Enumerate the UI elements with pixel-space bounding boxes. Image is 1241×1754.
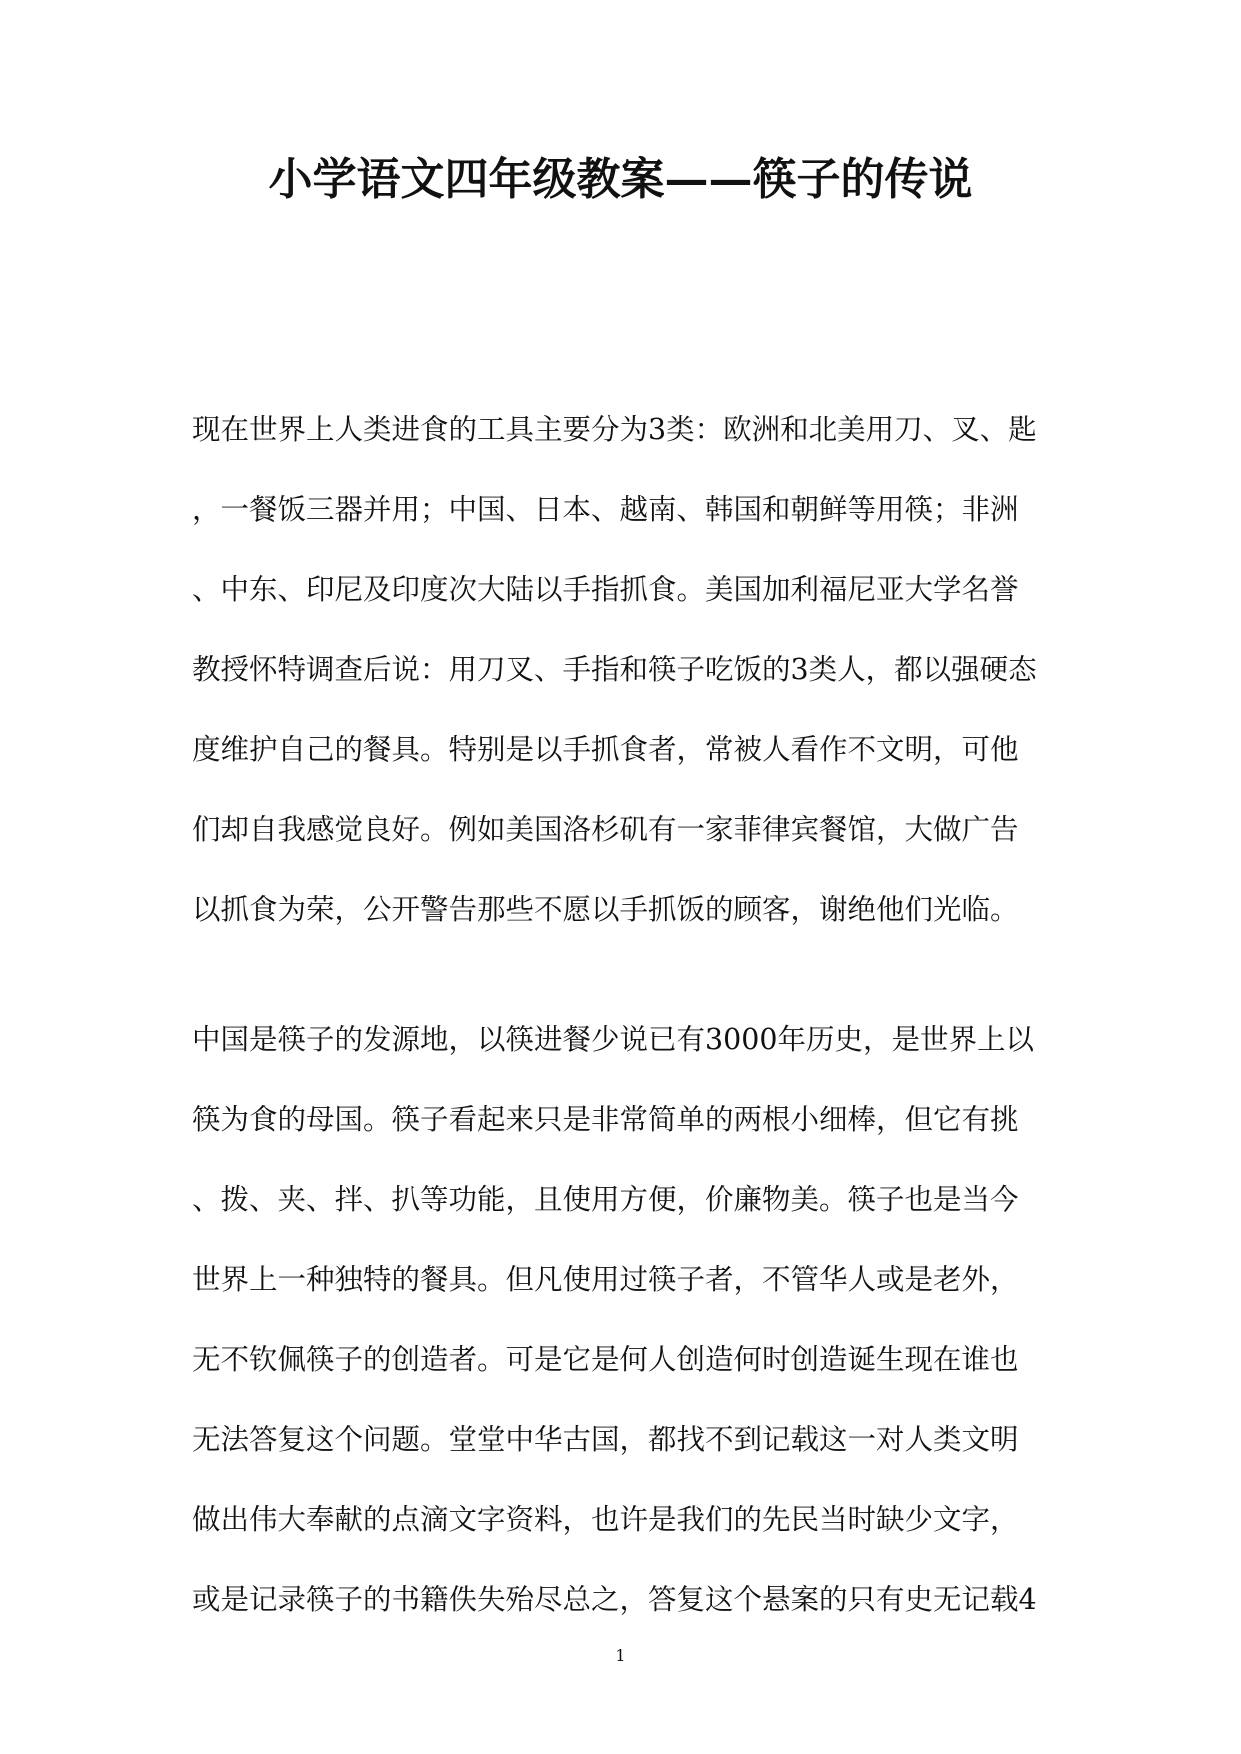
paragraph-line: 教授怀特调查后说：用刀叉、手指和筷子吃饭的3类人，都以强硬态 xyxy=(192,653,1037,686)
paragraph-line: 世界上一种独特的餐具。但凡使用过筷子者，不管华人或是老外， xyxy=(192,1263,1019,1296)
paragraph-line: 、中东、印尼及印度次大陆以手指抓食。美国加利福尼亚大学名誉 xyxy=(192,573,1019,606)
paragraph-2 xyxy=(192,1000,1072,1640)
paragraph-line: 做出伟大奉献的点滴文字资料，也许是我们的先民当时缺少文字， xyxy=(192,1503,1019,1536)
paragraph-line: 、拨、夹、拌、扒等功能，且使用方便，价廉物美。筷子也是当今 xyxy=(192,1183,1019,1216)
paragraph-line: 度维护自己的餐具。特别是以手抓食者，常被人看作不文明，可他 xyxy=(192,733,1019,766)
paragraph-1 xyxy=(192,390,1072,950)
paragraph-line: 无法答复这个问题。堂堂中华古国，都找不到记载这一对人类文明 xyxy=(192,1423,1019,1456)
paragraph-line: 筷为食的母国。筷子看起来只是非常简单的两根小细棒，但它有挑 xyxy=(192,1103,1019,1136)
document-title: 小学语文四年级教案——筷子的传说 xyxy=(268,154,973,205)
page-number: 1 xyxy=(615,1646,626,1665)
paragraph-line: ，一餐饭三器并用；中国、日本、越南、韩国和朝鲜等用筷；非洲 xyxy=(192,493,1019,526)
paragraph-line: 现在世界上人类进食的工具主要分为3类：欧洲和北美用刀、叉、匙 xyxy=(192,413,1037,446)
paragraph-line: 以抓食为荣，公开警告那些不愿以手抓饭的顾客，谢绝他们光临。 xyxy=(192,893,1019,926)
paragraph-line: 中国是筷子的发源地，以筷进餐少说已有3000年历史，是世界上以 xyxy=(192,1023,1035,1056)
paragraph-line: 们却自我感觉良好。例如美国洛杉矶有一家菲律宾餐馆，大做广告 xyxy=(192,813,1019,846)
paragraph-line: 或是记录筷子的书籍佚失殆尽总之，答复这个悬案的只有史无记载4 xyxy=(192,1583,1037,1616)
paragraph-line: 无不钦佩筷子的创造者。可是它是何人创造何时创造诞生现在谁也 xyxy=(192,1343,1019,1376)
